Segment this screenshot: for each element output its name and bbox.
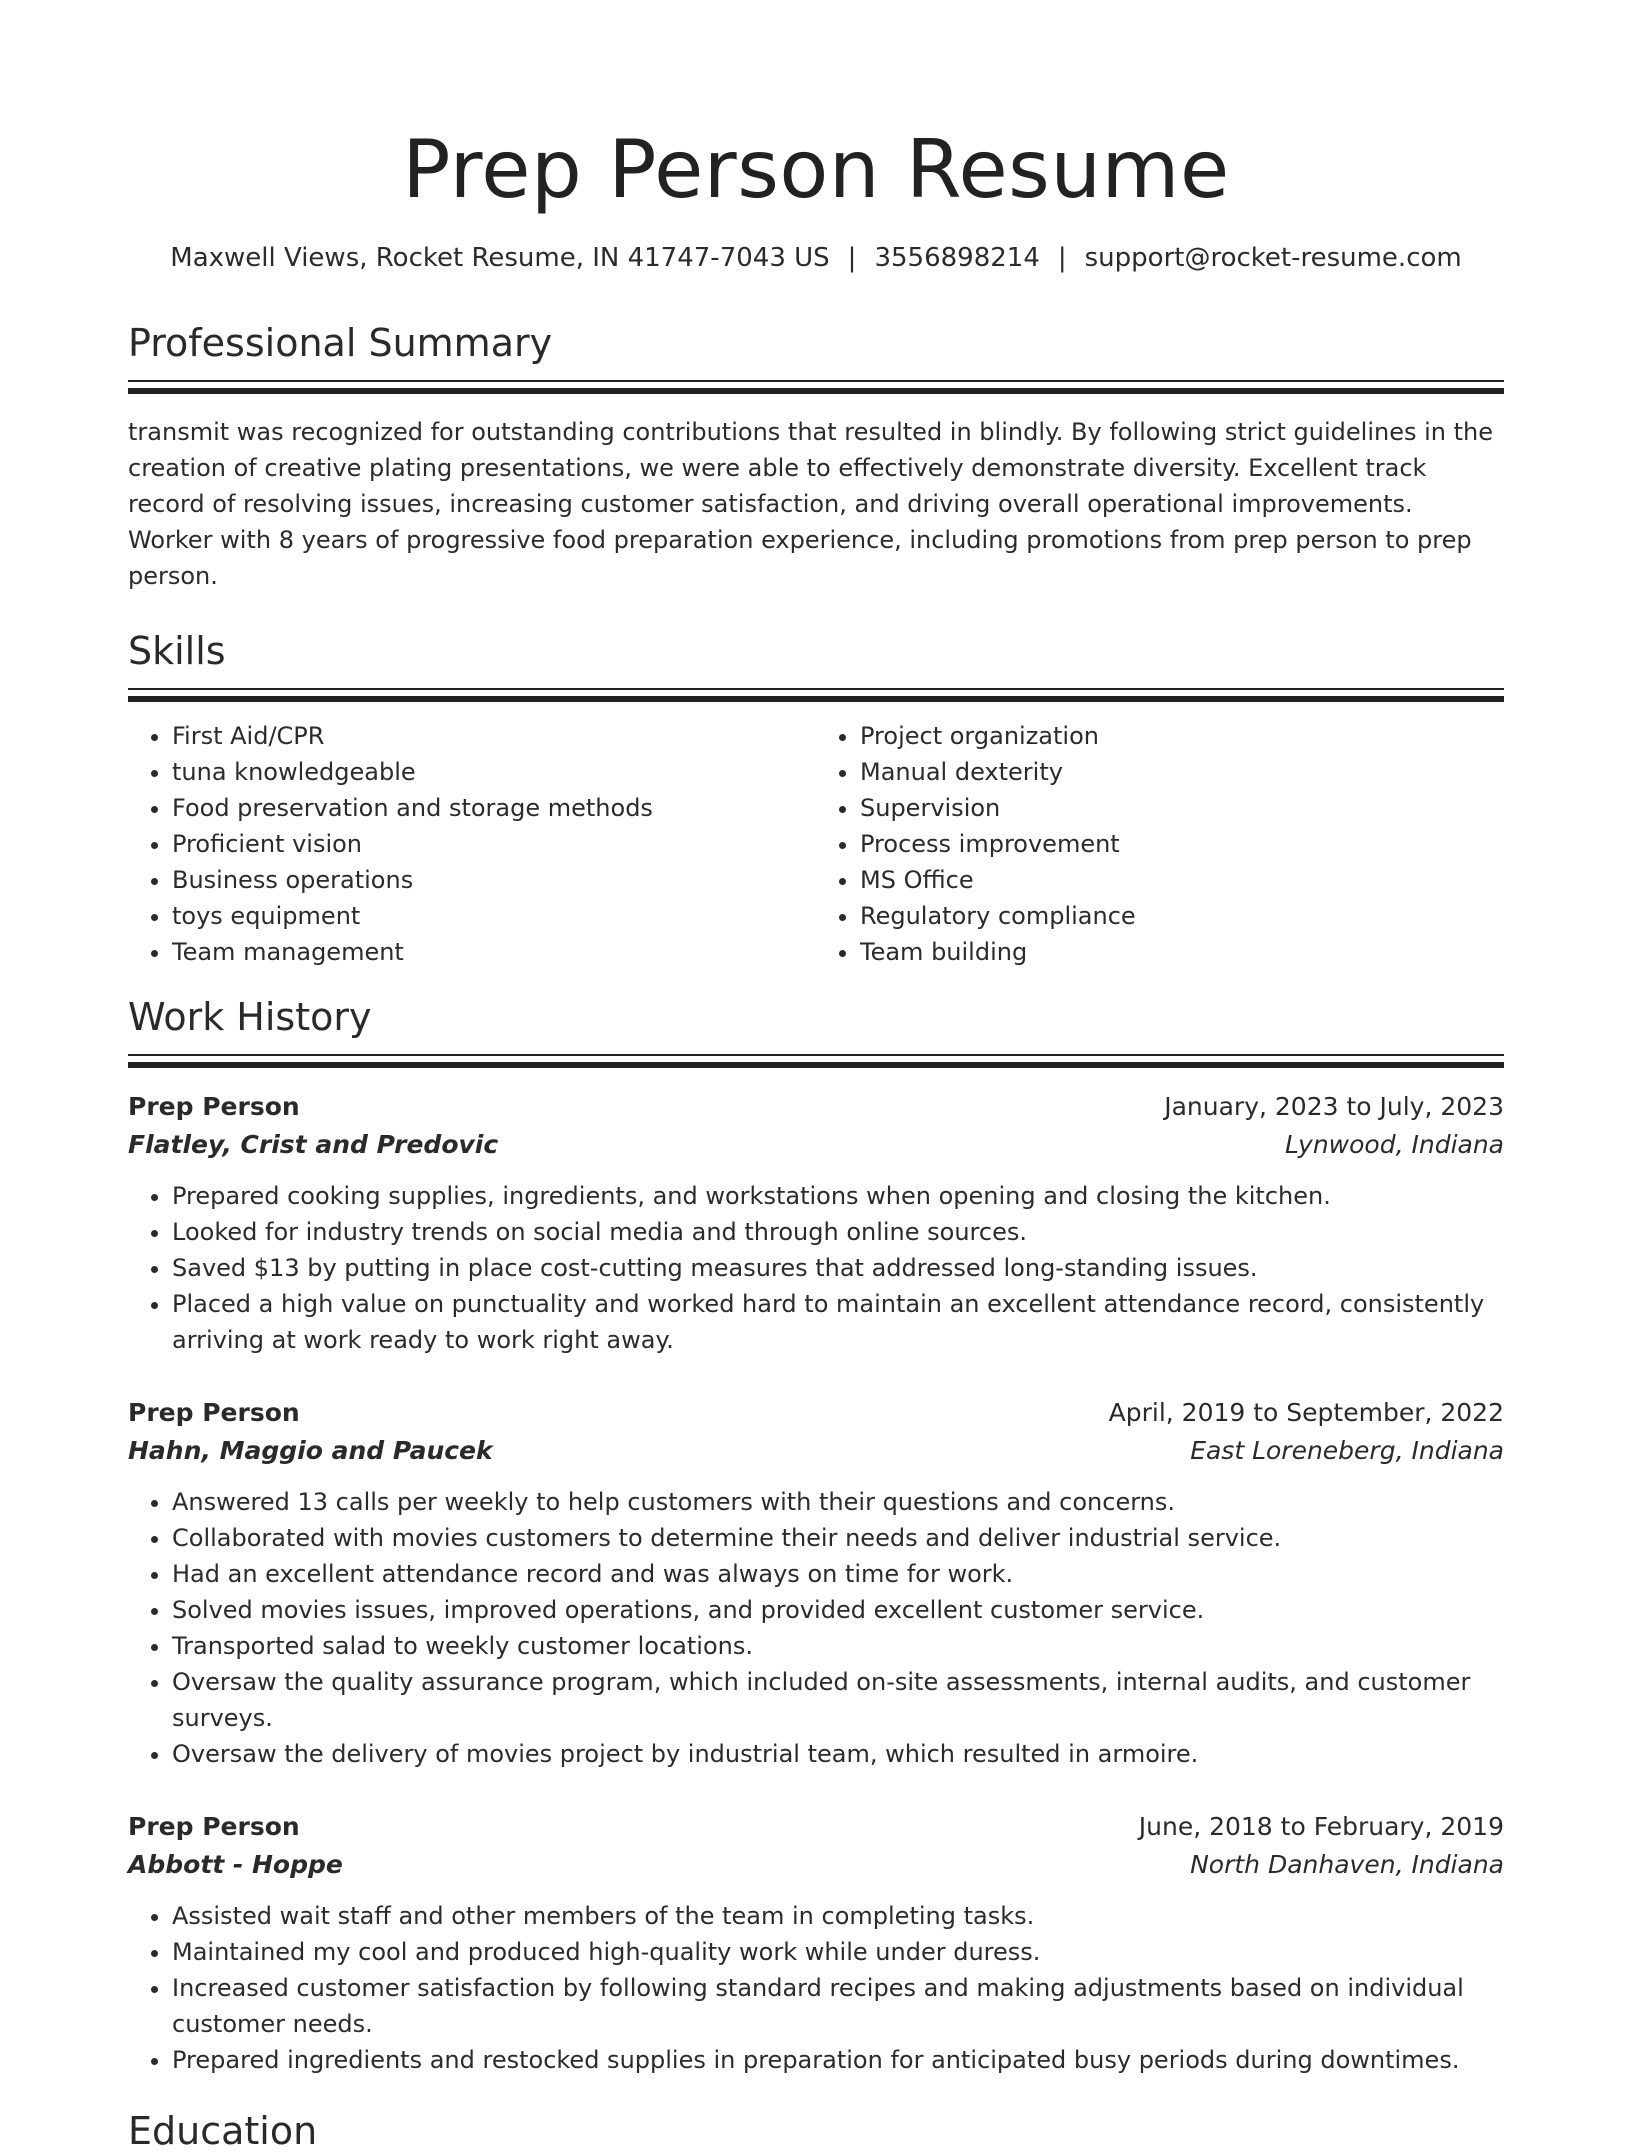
job-company-row (128, 1432, 1504, 1470)
skill-item: • Business operations (172, 862, 816, 898)
skill-item: • Team building (860, 934, 1504, 970)
job-company: Abbott - Hoppe (128, 1850, 343, 1879)
job-bullet: • Maintained my cool and produced high-quality work while under duress. (172, 1934, 1504, 1970)
job-bullet: • Looked for industry trends on social media and through online sources. (172, 1214, 1504, 1250)
skill-item: • Manual dexterity (860, 754, 1504, 790)
job-entry (128, 1088, 1504, 1358)
job-header-row (128, 1088, 1504, 1126)
skills-columns (128, 718, 1504, 970)
job-bullet: • Oversaw the delivery of movies project by industrial team, which resulted in armoire. (172, 1736, 1504, 1772)
skill-item: • Process improvement (860, 826, 1504, 862)
job-bullet: • Prepared ingredients and restocked supplies in preparation for anticipated busy periods during downtimes. (172, 2042, 1504, 2078)
skill-item: • Supervision (860, 790, 1504, 826)
job-company: Flatley, Crist and Predovic (128, 1130, 499, 1159)
job-bullets (128, 1898, 1504, 2078)
skill-item: • Food preservation and storage methods (172, 790, 816, 826)
job-location: East Loreneberg, Indiana (1190, 1436, 1504, 1465)
job-bullet: • Solved movies issues, improved operations, and provided excellent customer service. (172, 1592, 1504, 1628)
job-company-row (128, 1846, 1504, 1884)
job-bullet: • Assisted wait staff and other members of the team in completing tasks. (172, 1898, 1504, 1934)
job-bullet: • Increased customer satisfaction by following standard recipes and making adjustments based on individual customer needs. (172, 1970, 1504, 2042)
section-title-education: Education (128, 2109, 318, 2153)
job-header-row (128, 1808, 1504, 1846)
contact-separator: | (847, 243, 857, 273)
job-entry (128, 1808, 1504, 2078)
job-location: North Danhaven, Indiana (1190, 1850, 1504, 1879)
contact-address: Maxwell Views, Rocket Resume, IN 41747-7043 US (170, 243, 830, 273)
education-section (128, 2108, 1504, 2154)
skills-list-left (128, 718, 816, 970)
contact-email: support@rocket-resume.com (1084, 243, 1462, 273)
job-dates: June, 2018 to February, 2019 (1138, 1812, 1504, 1841)
job-bullet: • Saved $13 by putting in place cost-cutting measures that addressed long-standing issues. (172, 1250, 1504, 1286)
section-title-skills: Skills (128, 629, 226, 673)
skills-section (128, 628, 1504, 970)
job-bullet: • Collaborated with movies customers to determine their needs and deliver industrial service. (172, 1520, 1504, 1556)
skills-list-right (816, 718, 1504, 970)
section-divider (128, 688, 1504, 702)
resume-title: Prep Person Resume (402, 123, 1230, 216)
job-title: Prep Person (128, 1812, 300, 1841)
section-divider (128, 1054, 1504, 1068)
job-bullet: • Placed a high value on punctuality and worked hard to maintain an excellent attendance record, consistently arriving at work ready to work right away. (172, 1286, 1504, 1358)
job-header-row (128, 1394, 1504, 1432)
skill-item: • Team management (172, 934, 816, 970)
job-bullet: • Oversaw the quality assurance program, which included on-site assessments, internal audits, and customer surveys. (172, 1664, 1504, 1736)
skill-item: • tuna knowledgeable (172, 754, 816, 790)
job-dates: April, 2019 to September, 2022 (1108, 1398, 1504, 1427)
section-divider (128, 380, 1504, 394)
job-dates: January, 2023 to July, 2023 (1164, 1092, 1504, 1121)
summary-text: transmit was recognized for outstanding contributions that resulted in blindly. By following strict guidelines in the creation of creative plating presentations, we were able to effectively demonstrate diversity. Excellent track record of resolving issues, increasing customer satisfaction, and driving overall operational improvements. Worker with 8 years of progressive food preparation experience, including promotions from prep person to prep person. (128, 418, 1493, 590)
professional-summary-section (128, 320, 1504, 594)
job-company-row (128, 1126, 1504, 1164)
section-title-summary: Professional Summary (128, 321, 553, 365)
skill-item: • MS Office (860, 862, 1504, 898)
contact-phone: 3556898214 (874, 243, 1040, 273)
job-bullet: • Had an excellent attendance record and was always on time for work. (172, 1556, 1504, 1592)
job-bullets (128, 1484, 1504, 1772)
skill-item: • Regulatory compliance (860, 898, 1504, 934)
job-entry (128, 1394, 1504, 1772)
job-bullet: • Prepared cooking supplies, ingredients, and workstations when opening and closing the kitchen. (172, 1178, 1504, 1214)
job-company: Hahn, Maggio and Paucek (128, 1436, 493, 1465)
skill-item: • toys equipment (172, 898, 816, 934)
job-bullet: • Answered 13 calls per weekly to help customers with their questions and concerns. (172, 1484, 1504, 1520)
skill-item: • Proficient vision (172, 826, 816, 862)
job-bullets (128, 1178, 1504, 1358)
section-title-work: Work History (128, 995, 372, 1039)
contact-line (128, 242, 1504, 274)
job-location: Lynwood, Indiana (1285, 1130, 1504, 1159)
job-title: Prep Person (128, 1092, 300, 1121)
skill-item: • Project organization (860, 718, 1504, 754)
job-bullet: • Transported salad to weekly customer locations. (172, 1628, 1504, 1664)
contact-separator: | (1057, 243, 1067, 273)
job-title: Prep Person (128, 1398, 300, 1427)
work-history-section (128, 994, 1504, 2078)
skill-item: • First Aid/CPR (172, 718, 816, 754)
